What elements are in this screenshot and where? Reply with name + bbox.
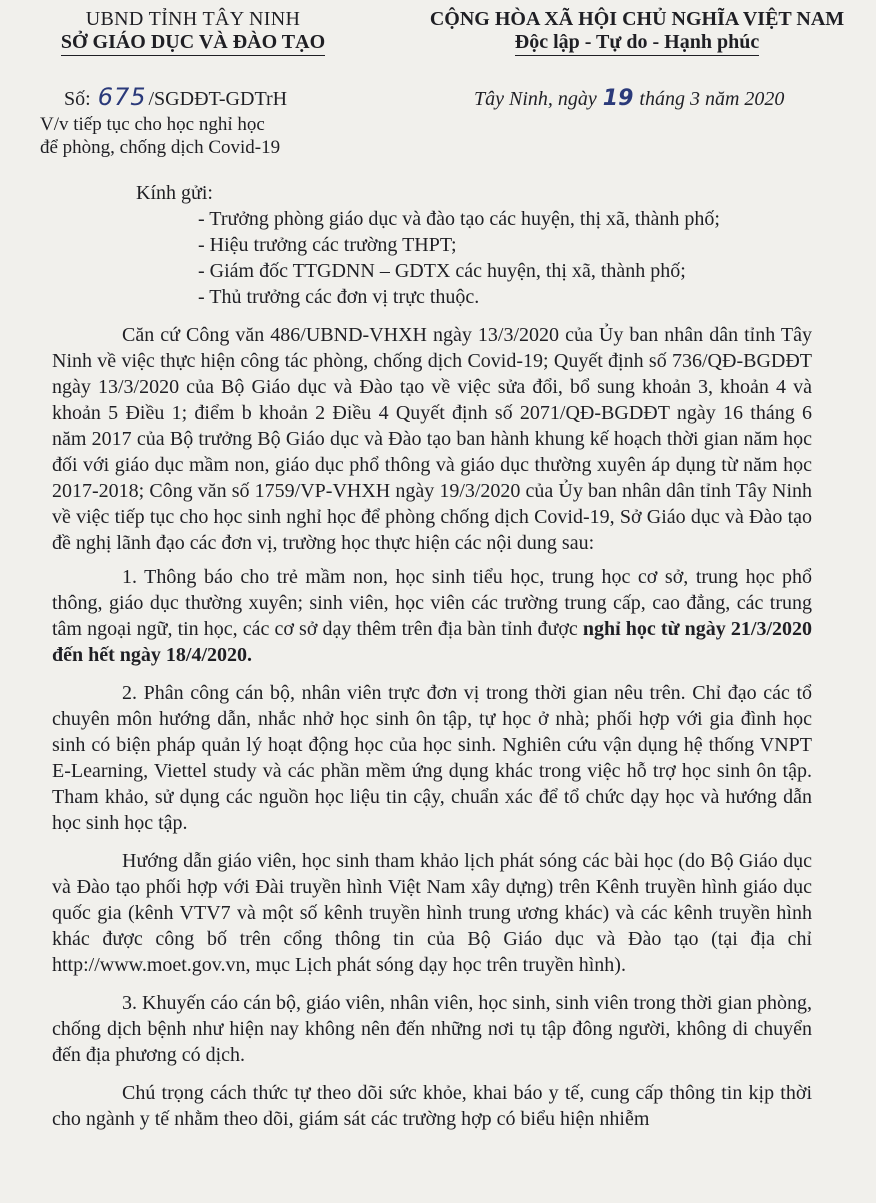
recipient-item: - Trưởng phòng giáo dục và đào tạo các huyện, thị xã, thành phố; (198, 208, 720, 230)
document-number (64, 83, 287, 111)
item-1-paragraph (52, 564, 812, 668)
subject-summary (40, 113, 280, 159)
recipient-item: - Thủ trưởng các đơn vị trực thuộc. (198, 286, 480, 308)
department-name: SỞ GIÁO DỤC VÀ ĐÀO TẠO (61, 31, 325, 56)
subject-line-1: V/v tiếp tục cho học nghỉ học (40, 114, 265, 135)
salutation: Kính gửi: (136, 182, 213, 204)
number-prefix: Số: (64, 88, 91, 110)
province-committee: UBND TỈNH TÂY NINH (85, 8, 301, 30)
item-2-guide-paragraph: Hướng dẫn giáo viên, học sinh tham khảo lịch phát sóng các bài học (do Bộ Giáo dục và Đào tạo phối hợp với Đài truyền hình Việt Nam xây dựng) trên Kênh truyền hình giáo dục quốc gia (kênh VTV7 và một số kênh truyền hình trung ương khác) và các kênh truyền hình khác được công bố trên cổng thông tin của Bộ Giáo dục và Đào tạo (tại địa chỉ http://www.moet.gov.vn, mục Lịch phát sóng dạy học trên truyền hình). (52, 850, 812, 976)
item-3-paragraph: 3. Khuyến cáo cán bộ, giáo viên, nhân viên, học sinh, sinh viên trong thời gian phòng, chống dịch bệnh như hiện nay không nên đến những nơi tụ tập đông người, không di chuyển đến địa phương có dịch. (52, 992, 812, 1066)
subject-line-2: để phòng, chống dịch Covid-19 (40, 137, 281, 158)
recipient-item: - Giám đốc TTGDNN – GDTX các huyện, thị xã, thành phố; (198, 260, 686, 282)
handwritten-number: 675 (97, 83, 147, 111)
document-body (52, 180, 812, 1132)
country-name: CỘNG HÒA XÃ HỘI CHỦ NGHĨA VIỆT NAM (429, 8, 845, 30)
date-month-year: tháng 3 năm 2020 (639, 88, 785, 110)
date-place: Tây Ninh, ngày (474, 88, 597, 110)
issuing-authority (28, 8, 358, 56)
intro-paragraph: Căn cứ Công văn 486/UBND-VHXH ngày 13/3/2020 của Ủy ban nhân dân tỉnh Tây Ninh về việc thực hiện công tác phòng, chống dịch Covid-19; Quyết định số 736/QĐ-BGDĐT ngày 13/3/2020 của Bộ Giáo dục và Đào tạo về việc sửa đổi, bổ sung khoản 3, khoản 4 và khoản 5 Điều 1; điểm b khoản 2 Điều 4 Quyết định số 2071/QĐ-BGDĐT ngày 16 tháng 6 năm 2017 của Bộ trưởng Bộ Giáo dục và Đào tạo ban hành khung kế hoạch thời gian năm học đối với giáo dục mầm non, giáo dục phổ thông và giáo dục thường xuyên áp dụng từ năm học 2017-2018; Công văn số 1759/VP-VHXH ngày 19/3/2020 của Ủy ban nhân dân tỉnh Tây Ninh về việc tiếp tục cho học sinh nghỉ học để phòng chống dịch Covid-19, Sở Giáo dục và Đào tạo đề nghị lãnh đạo các đơn vị, trường học thực hiện các nội dung sau: (52, 324, 812, 554)
item-3-health-paragraph: Chú trọng cách thức tự theo dõi sức khỏe, khai báo y tế, cung cấp thông tin kịp thời cho ngành y tế nhằm theo dõi, giám sát các trường hợp có biểu hiện nhiễm (52, 1082, 812, 1130)
item-2-paragraph: 2. Phân công cán bộ, nhân viên trực đơn vị trong thời gian nêu trên. Chỉ đạo các tổ chuyên môn hướng dẫn, nhắc nhở học sinh ôn tập, tự học ở nhà; phối hợp với gia đình học sinh có biện pháp quản lý hoạt động học của học sinh. Nghiên cứu vận dụng hệ thống VNPT E-Learning, Viettel study và các phần mềm ứng dụng khác trong việc hỗ trợ học sinh ôn tập. Tham khảo, sử dụng các nguồn học liệu tin cậy, chuẩn xác để tổ chức dạy học và hướng dẫn học sinh học tập. (52, 682, 812, 834)
issue-date (474, 86, 784, 111)
motto: Độc lập - Tự do - Hạnh phúc (515, 31, 759, 56)
item-1-bold-dates: nghỉ học từ ngày 21/3/2020 đến hết ngày 18/4/2020. (52, 618, 813, 666)
number-suffix: /SGDĐT-GDTrH (148, 88, 288, 110)
handwritten-day: 19 (602, 86, 634, 111)
item-1-text: 1. Thông báo cho trẻ mầm non, học sinh tiểu học, trung học cơ sở, trung học phổ thông, giáo dục thường xuyên; sinh viên, học viên các trường trung cấp, cao đẳng, các trung tâm ngoại ngữ, tin học, các cơ sở dạy thêm trên địa bàn tỉnh được (52, 566, 812, 640)
recipient-item: - Hiệu trưởng các trường THPT; (198, 234, 457, 256)
national-motto (398, 8, 876, 56)
